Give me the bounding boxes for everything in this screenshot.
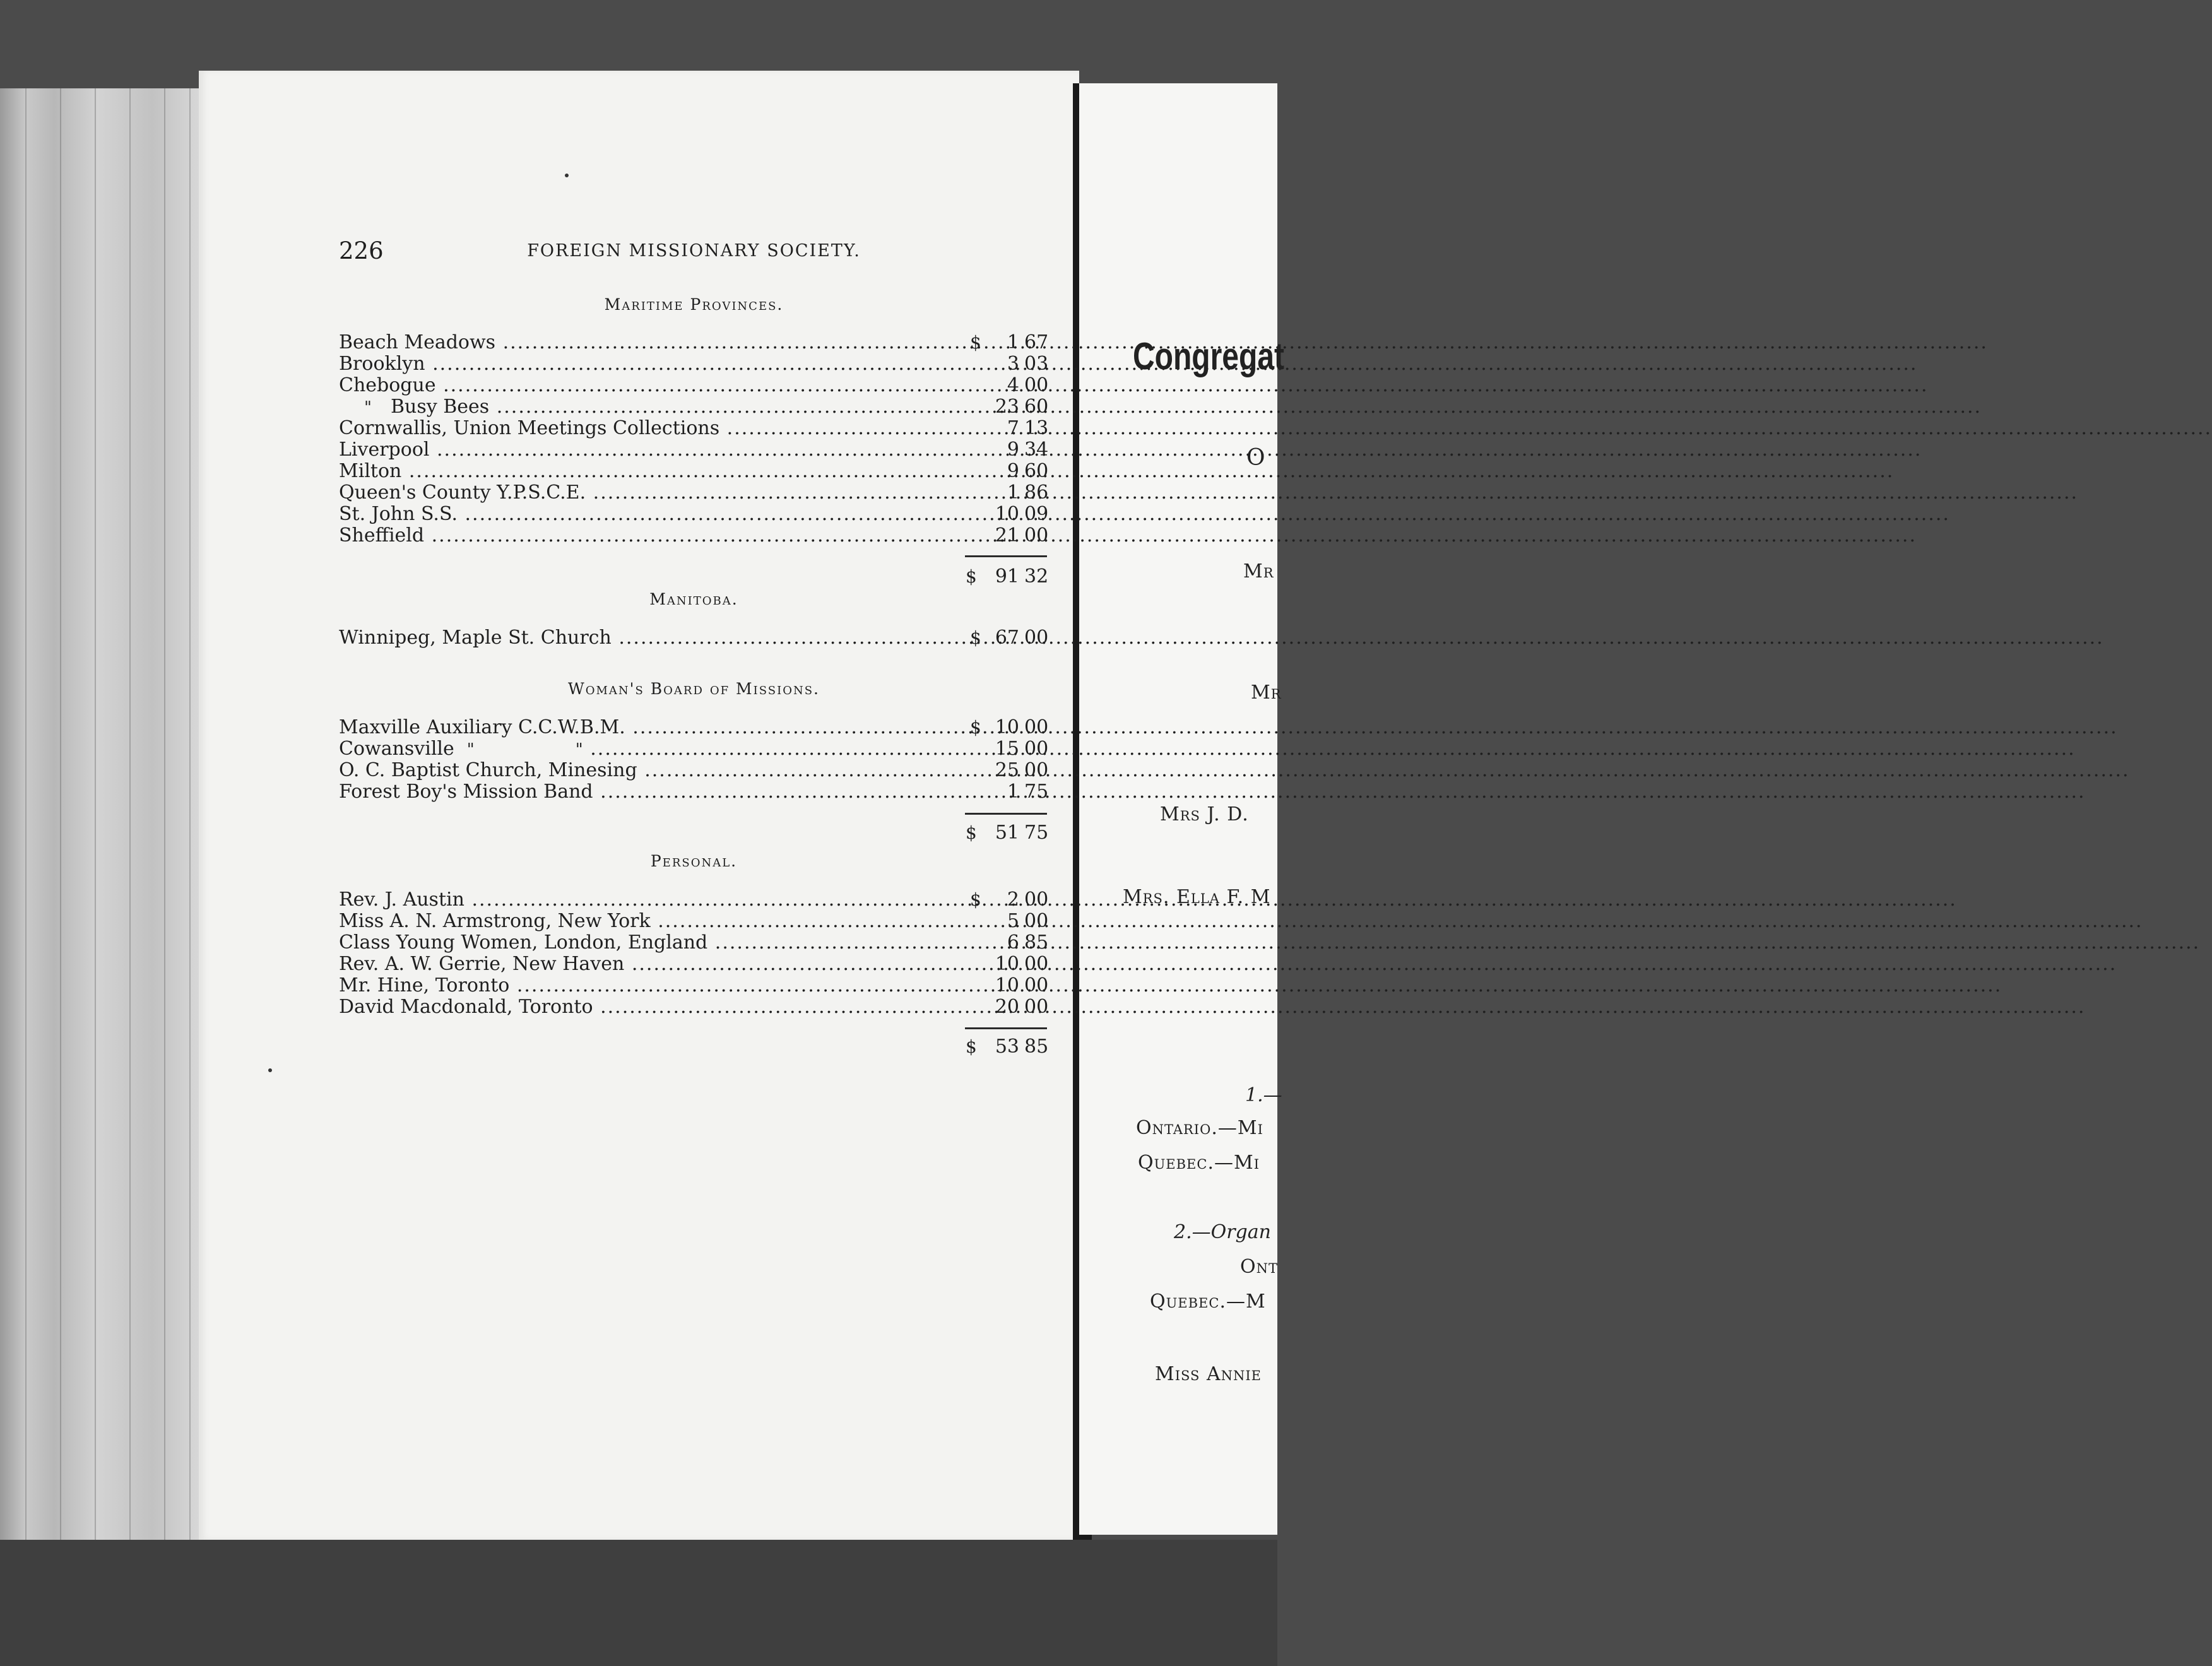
amount-dollars: 25 <box>995 759 1019 781</box>
donor-name: O. C. Baptist Church, Minesing ..... <box>339 760 967 781</box>
dollar-sign: $ <box>970 717 981 738</box>
total-dollars: 53 <box>995 1036 1019 1058</box>
total-rule <box>965 555 1047 557</box>
amount-cents: 60 <box>1024 396 1049 418</box>
page-header <box>339 237 1049 265</box>
dollar-sign: $ <box>966 1036 977 1057</box>
right-page-fragment: 1.— <box>1245 1084 1282 1106</box>
amount-dollars: 4 <box>1007 374 1019 396</box>
donor-name: Cowansville <box>339 738 454 760</box>
section-title-manitoba: Manitoba. <box>649 590 738 608</box>
donor-name: Brooklyn ..... <box>339 353 967 375</box>
total-cents: 32 <box>1024 565 1049 588</box>
ledger-row <box>339 717 1049 738</box>
amount-cents: 00 <box>1024 759 1049 781</box>
amount-dollars: 10 <box>995 716 1019 738</box>
total-cents: 85 <box>1024 1036 1049 1058</box>
running-title: FOREIGN MISSIONARY SOCIETY. <box>527 241 861 261</box>
ledger-row <box>339 932 1049 954</box>
amount-cents: 34 <box>1024 439 1049 461</box>
amount-dollars: 1 <box>1007 481 1019 504</box>
ledger-row <box>339 482 1049 504</box>
right-page-fragment: Quebec.—Mi <box>1138 1152 1260 1174</box>
amount-cents: 86 <box>1024 481 1049 504</box>
section-title-personal: Personal. <box>650 852 738 870</box>
amount-cents: 00 <box>1024 996 1049 1018</box>
donor-name: Milton ..... <box>339 461 967 482</box>
donor-name: St. John S.S. ..... <box>339 504 967 525</box>
dollar-sign: $ <box>970 332 981 353</box>
ledger-row <box>339 353 1049 375</box>
ledger-row <box>339 439 1049 461</box>
page-number: 226 <box>339 237 384 264</box>
amount-dollars: 9 <box>1007 439 1019 461</box>
amount-cents: 67 <box>1024 331 1049 353</box>
donor-name: Forest Boy's Mission Band ..... <box>339 781 967 803</box>
ledger-row <box>339 911 1049 932</box>
amount-cents: 60 <box>1024 460 1049 482</box>
amount-dollars: 67 <box>995 627 1019 649</box>
right-page-fragment: Mr <box>1243 560 1274 582</box>
dollar-sign: $ <box>970 627 981 648</box>
section-title-womans-board: Woman's Board of Missions. <box>568 680 820 698</box>
donor-name: Rev. J. Austin ..... <box>339 889 967 911</box>
donor-name: Class Young Women, London, England ..... <box>339 932 967 954</box>
amount-dollars: 10 <box>995 974 1019 996</box>
donor-name: Busy Bees <box>390 396 490 418</box>
amount-dollars: 1 <box>1007 781 1019 803</box>
ledger-row <box>339 996 1049 1018</box>
amount-cents: 09 <box>1024 503 1049 525</box>
ledger-row <box>339 525 1049 546</box>
right-page-title: Congregat <box>1133 335 1284 377</box>
amount-dollars: 5 <box>1007 910 1019 932</box>
ledger-row <box>339 396 1049 418</box>
amount-dollars: 1 <box>1007 331 1019 353</box>
ditto-mark: " <box>364 398 372 417</box>
amount-cents: 00 <box>1024 738 1049 760</box>
amount-cents: 00 <box>1024 716 1049 738</box>
right-page-fragment: Miss Annie <box>1155 1363 1262 1385</box>
amount-dollars: 10 <box>995 503 1019 525</box>
amount-dollars: 21 <box>995 524 1019 546</box>
total-cents: 75 <box>1024 822 1049 844</box>
amount-dollars: 23 <box>995 396 1019 418</box>
right-page-fragment: 2.—Organ <box>1174 1221 1271 1243</box>
amount-dollars: 6 <box>1007 931 1019 954</box>
donor-name: Maxville Auxiliary C.C.W.B.M. ..... <box>339 717 967 738</box>
ledger-row <box>339 954 1049 975</box>
right-page-fragment: Mrs J. D. <box>1160 803 1249 825</box>
amount-dollars: 9 <box>1007 460 1019 482</box>
amount-cents: 03 <box>1024 353 1049 375</box>
donor-name: Beach Meadows ..... <box>339 332 967 353</box>
donor-name: Sheffield ..... <box>339 525 967 546</box>
amount-cents: 00 <box>1024 953 1049 975</box>
ditto-mark: " <box>575 740 583 759</box>
ledger-row <box>339 627 1049 649</box>
ledger-row <box>339 461 1049 482</box>
total-dollars: 51 <box>995 822 1019 844</box>
amount-cents: 00 <box>1024 974 1049 996</box>
right-page-fragment: O <box>1246 445 1265 471</box>
dollar-sign: $ <box>966 822 977 843</box>
left-page <box>199 71 1079 1540</box>
ink-speck <box>268 1068 272 1072</box>
section-total <box>339 566 1049 588</box>
scanner-background <box>0 1540 1277 1666</box>
donor-name: David Macdonald, Toronto ..... <box>339 996 967 1018</box>
amount-cents: 00 <box>1024 627 1049 649</box>
donor-name: Rev. A. W. Gerrie, New Haven ..... <box>339 954 967 975</box>
dollar-sign: $ <box>970 889 981 910</box>
amount-cents: 13 <box>1024 417 1049 439</box>
section-title-maritime: Maritime Provinces. <box>604 295 784 314</box>
ditto-mark: " <box>466 740 475 759</box>
ledger-row <box>339 504 1049 525</box>
amount-dollars: 2 <box>1007 889 1019 911</box>
ledger-row <box>339 418 1049 439</box>
amount-cents: 75 <box>1024 781 1049 803</box>
ledger-row <box>339 760 1049 781</box>
right-page-fragment: Ont <box>1240 1256 1278 1278</box>
donor-name: Winnipeg, Maple St. Church ..... <box>339 627 967 649</box>
donor-name-with-ditto <box>339 396 967 418</box>
ledger-row <box>339 332 1049 353</box>
book-page-edges <box>0 88 218 1546</box>
donor-name: Miss A. N. Armstrong, New York ..... <box>339 911 967 932</box>
section-total <box>339 1036 1049 1058</box>
amount-dollars: 7 <box>1007 417 1019 439</box>
amount-cents: 00 <box>1024 889 1049 911</box>
amount-dollars: 15 <box>995 738 1019 760</box>
ledger-row <box>339 375 1049 396</box>
donor-name: Mr. Hine, Toronto ..... <box>339 975 967 996</box>
amount-cents: 00 <box>1024 374 1049 396</box>
total-dollars: 91 <box>995 565 1019 588</box>
donor-name: Cornwallis, Union Meetings Collections ..... <box>339 418 967 439</box>
amount-dollars: 3 <box>1007 353 1019 375</box>
ink-speck <box>565 174 569 177</box>
amount-cents: 00 <box>1024 524 1049 546</box>
amount-cents: 85 <box>1024 931 1049 954</box>
right-page-fragment: Mr <box>1251 682 1282 704</box>
amount-dollars: 10 <box>995 953 1019 975</box>
ledger-row <box>339 738 1049 760</box>
donor-name: Chebogue ..... <box>339 375 967 396</box>
donor-name-with-ditto <box>339 738 967 760</box>
section-total <box>339 822 1049 844</box>
ledger-row <box>339 889 1049 911</box>
right-page-fragment: Mrs. Ella F. M <box>1123 886 1271 908</box>
right-page-fragment: Ontario.—Mi <box>1136 1117 1263 1139</box>
amount-cents: 00 <box>1024 910 1049 932</box>
donor-name: Liverpool ..... <box>339 439 967 461</box>
ledger-row <box>339 781 1049 803</box>
donor-name: Queen's County Y.P.S.C.E. ..... <box>339 482 967 504</box>
right-page-fragment: Quebec.—M <box>1150 1291 1266 1313</box>
total-rule <box>965 1027 1047 1029</box>
amount-dollars: 20 <box>995 996 1019 1018</box>
total-rule <box>965 813 1047 815</box>
dollar-sign: $ <box>966 566 977 587</box>
ledger-row <box>339 975 1049 996</box>
